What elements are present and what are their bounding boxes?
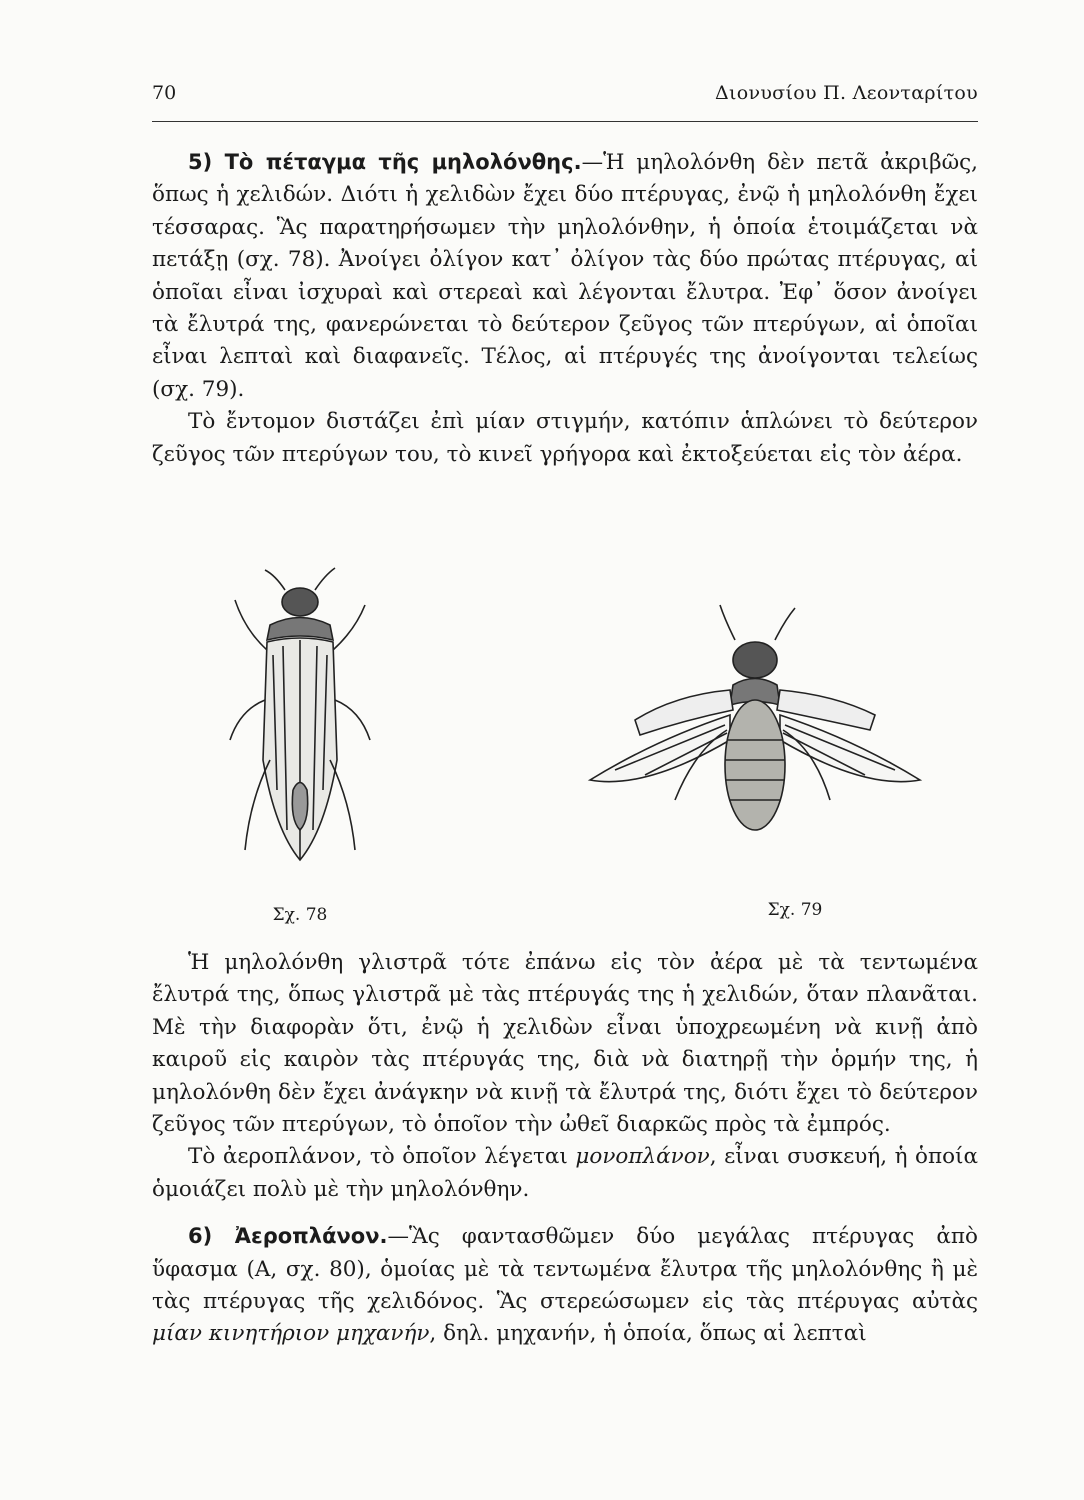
paragraph-5-text-b: , δηλ. μηχανήν, ἡ ὁποία, ὅπως αἱ λεπταὶ (429, 1321, 867, 1347)
paragraph-4-text-b: , εἶναι συσκευή, ἡ ὁποία ὁμοιάζει πολὺ μὲ τὴν μηλολόνθην. (152, 1144, 979, 1202)
figure-79 (575, 600, 935, 930)
paragraph-4-emphasis: μονοπλάνον (575, 1144, 710, 1170)
running-head: Διονυσίου Π. Λεονταρίτου (714, 82, 978, 104)
figure-79-caption: Σχ. 79 (767, 900, 823, 920)
paragraph-5-text-a: —Ἃς φαντασθῶμεν δύο μεγάλας πτέρυγας ἀπὸ ὕφασμα (Α, σχ. 80), ὁμοίας μὲ τὰ τεντωμένα ἔλυτρα τῆς μηλολόνθης ἢ μὲ τὰς πτέρυγας τῆς χελιδόνος. Ἃς στερεώσωμεν εἰς τὰς πτέρυγας αὐτὰς (152, 1224, 979, 1315)
beetle-closed-illustration (215, 560, 385, 890)
paragraph-5-emphasis: μίαν κινητήριον μηχανήν (152, 1321, 430, 1347)
section-5-continued (152, 947, 978, 1351)
page-header (152, 82, 978, 114)
figure-78-caption: Σχ. 78 (272, 905, 328, 925)
paragraph-1 (152, 146, 978, 406)
section-5-title: 5) Τὸ πέταγμα τῆς μηλολόνθης. (188, 150, 582, 174)
paragraph-1-text: —Ἡ μηλολόνθη δὲν πετᾶ ἀκριβῶς, ὅπως ἡ χελιδών. Διότι ἡ χελιδὼν ἔχει δύο πτέρυγας, ἐνῷ ἡ μηλολόνθη ἔχει τέσσαρας. Ἃς παρατηρήσωμεν τὴν μηλολόνθην, ἡ ὁποία ἑτοιμάζεται νὰ πετάξῃ (σχ. 78). Ἀνοίγει ὀλίγον κατ᾽ ὀλίγον τὰς δύο πρώτας πτέρυγας, αἱ ὁποῖαι εἶναι ἰσχυραὶ καὶ στερεαὶ καὶ λέγονται ἔλυτρα. Ἐφ᾽ ὅσον ἀνοίγει τὰ ἔλυτρά της, φανερώνεται τὸ δεύτερον ζεῦγος τῶν πτερύγων, αἱ ὁποῖαι εἶναι λεπταὶ καὶ διαφανεῖς. Τέλος, αἱ πτέρυγές της ἀνοίγονται τελείως (σχ. 79). (152, 150, 979, 402)
paragraph-5 (152, 1220, 978, 1351)
paragraph-3: Ἡ μηλολόνθη γλιστρᾶ τότε ἐπάνω εἰς τὸν ἀέρα μὲ τὰ τεντωμένα ἔλυτρά της, ὅπως γλιστρᾶ μὲ τὰς πτέρυγάς της ἡ χελιδών, ὅταν πλανᾶται. Μὲ τὴν διαφορὰν ὅτι, ἐνῷ ἡ χελιδὼν εἶναι ὑποχρεωμένη νὰ κινῇ ἀπὸ καιροῦ εἰς καιρὸν τὰς πτέρυγάς της, διὰ νὰ διατηρῇ τὴν ὁρμήν της, ἡ μηλολόνθη δὲν ἔχει ἀνάγκην νὰ κινῇ τὰ ἔλυτρά της, διότι ἔχει τὸ δεύτερον ζεῦγος τῶν πτερύγων, τὸ ὁποῖον τὴν ὠθεῖ διαρκῶς πρὸς τὰ ἐμπρός. (152, 950, 978, 1138)
header-rule (152, 121, 978, 122)
figure-78 (215, 560, 385, 930)
section-5 (152, 146, 978, 471)
paragraph-2: Τὸ ἔντομον διστάζει ἐπὶ μίαν στιγμήν, κατόπιν ἁπλώνει τὸ δεύτερον ζεῦγος τῶν πτερύγων του, τὸ κινεῖ γρήγορα καὶ ἐκτοξεύεται εἰς τὸν ἀέρα. (152, 409, 978, 467)
section-6-title: 6) Ἀεροπλάνον. (188, 1224, 388, 1249)
paragraph-4-text-a: Τὸ ἀεροπλάνον, τὸ ὁποῖον λέγεται (188, 1144, 576, 1170)
beetle-open-wings-illustration (575, 600, 935, 890)
page-number: 70 (152, 82, 177, 104)
paragraph-4 (152, 1141, 978, 1206)
